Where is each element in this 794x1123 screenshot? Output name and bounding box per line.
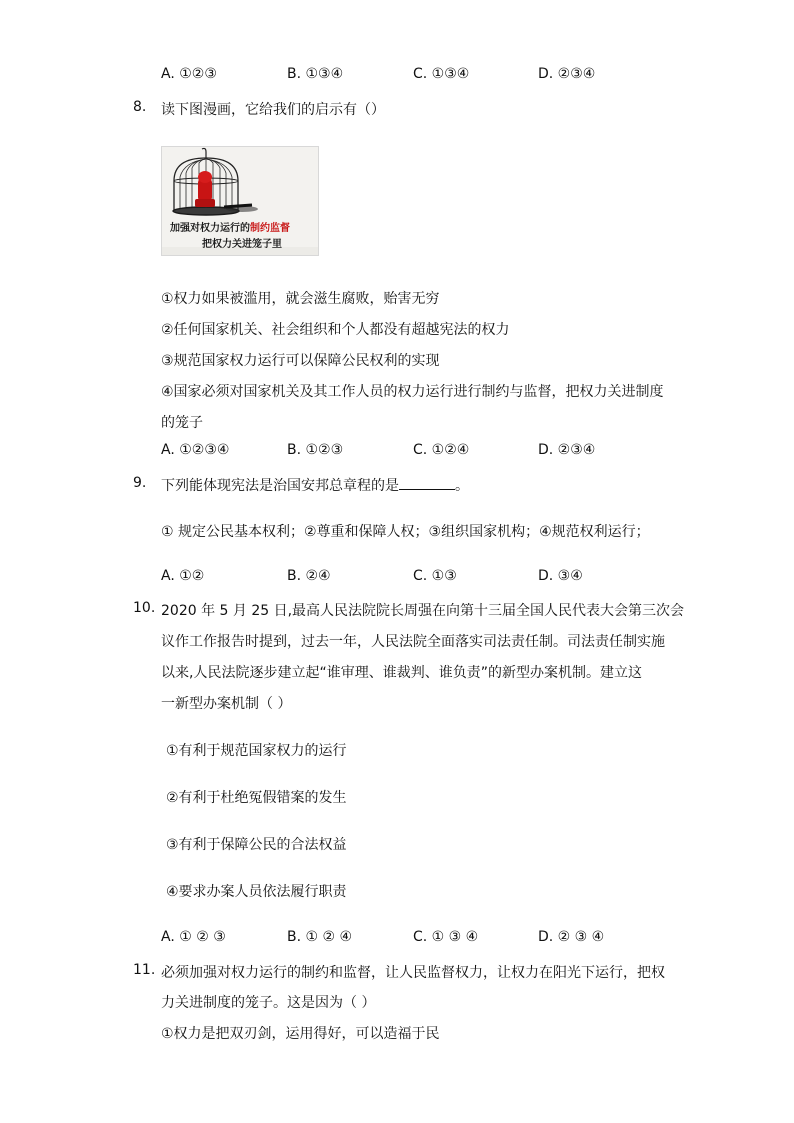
cartoon-image	[161, 146, 319, 256]
q8-number: 8.	[133, 99, 147, 115]
q8-item-4: ④国家必须对国家机关及其工作人员的权力运行进行制约与监督，把权力关进制度	[161, 384, 664, 400]
q8-option-a[interactable]: A. ①②③④	[161, 442, 230, 458]
q8-option-c[interactable]: C. ①②④	[413, 442, 470, 458]
q8-item-4-cont: 的笼子	[161, 415, 203, 431]
q9-option-a[interactable]: A. ①②	[161, 568, 205, 584]
q10-stem-line-3: 以来,人民法院逐步建立起“谁审理、谁裁判、谁负责”的新型办案机制。建立这	[161, 665, 642, 681]
cartoon-caption-black: 加强对权力运行的	[170, 223, 250, 234]
q11-stem-line-1: 必须加强对权力运行的制约和监督，让人民监督权力，让权力在阳光下运行，把权	[161, 965, 665, 981]
q10-stem-line-4: 一新型办案机制（ ）	[161, 696, 292, 712]
q10-option-a[interactable]: A. ① ② ③	[161, 929, 226, 945]
q11-stem-line-2: 力关进制度的笼子。这是因为（ ）	[161, 995, 376, 1011]
q9-answer-blank[interactable]	[399, 475, 455, 490]
q9-number: 9.	[133, 475, 147, 491]
cartoon-caption-line1	[170, 219, 290, 234]
q9-option-b[interactable]: B. ②④	[287, 568, 331, 584]
cartoon-caption-red: 制约监督	[250, 223, 290, 234]
q10-item-2: ②有利于杜绝冤假错案的发生	[166, 790, 347, 806]
q9-items: ① 规定公民基本权利；②尊重和保障人权；③组织国家机构；④规范权利运行；	[161, 524, 650, 540]
q10-option-c[interactable]: C. ① ③ ④	[413, 929, 479, 945]
q9-option-d[interactable]: D. ③④	[538, 568, 583, 584]
q7-option-a[interactable]: A. ①②③	[161, 66, 217, 82]
q10-item-3: ③有利于保障公民的合法权益	[166, 837, 347, 853]
q8-item-1: ①权力如果被滥用，就会滋生腐败，贻害无穷	[161, 291, 440, 307]
q10-option-d[interactable]: D. ② ③ ④	[538, 929, 605, 945]
q9-stem	[161, 475, 469, 495]
q11-number: 11.	[133, 962, 156, 978]
q10-option-b[interactable]: B. ① ② ④	[287, 929, 353, 945]
q8-option-d[interactable]: D. ②③④	[538, 442, 596, 458]
q10-item-1: ①有利于规范国家权力的运行	[166, 743, 347, 759]
q9-option-c[interactable]: C. ①③	[413, 568, 457, 584]
q11-item-1: ①权力是把双刃剑，运用得好，可以造福于民	[161, 1026, 440, 1042]
q10-item-4: ④要求办案人员依法履行职责	[166, 884, 347, 900]
q8-stem: 读下图漫画，它给我们的启示有（）	[161, 102, 385, 118]
q7-option-d[interactable]: D. ②③④	[538, 66, 596, 82]
q9-stem-end: 。	[455, 478, 469, 494]
q7-option-b[interactable]: B. ①③④	[287, 66, 344, 82]
q9-stem-text: 下列能体现宪法是治国安邦总章程的是	[161, 478, 399, 494]
cartoon-caption-line2: 把权力关进笼子里	[202, 239, 282, 250]
q10-stem-line-2: 议作工作报告时提到，过去一年，人民法院全面落实司法责任制。司法责任制实施	[161, 634, 665, 650]
q10-stem-line-1: 2020 年 5 月 25 日,最高人民法院院长周强在向第十三届全国人民代表大会第三次会	[161, 603, 685, 619]
q8-item-3: ③规范国家权力运行可以保障公民权利的实现	[161, 353, 440, 369]
q8-option-b[interactable]: B. ①②③	[287, 442, 344, 458]
q7-option-c[interactable]: C. ①③④	[413, 66, 470, 82]
q8-item-2: ②任何国家机关、社会组织和个人都没有超越宪法的权力	[161, 322, 510, 338]
q10-number: 10.	[133, 600, 156, 616]
